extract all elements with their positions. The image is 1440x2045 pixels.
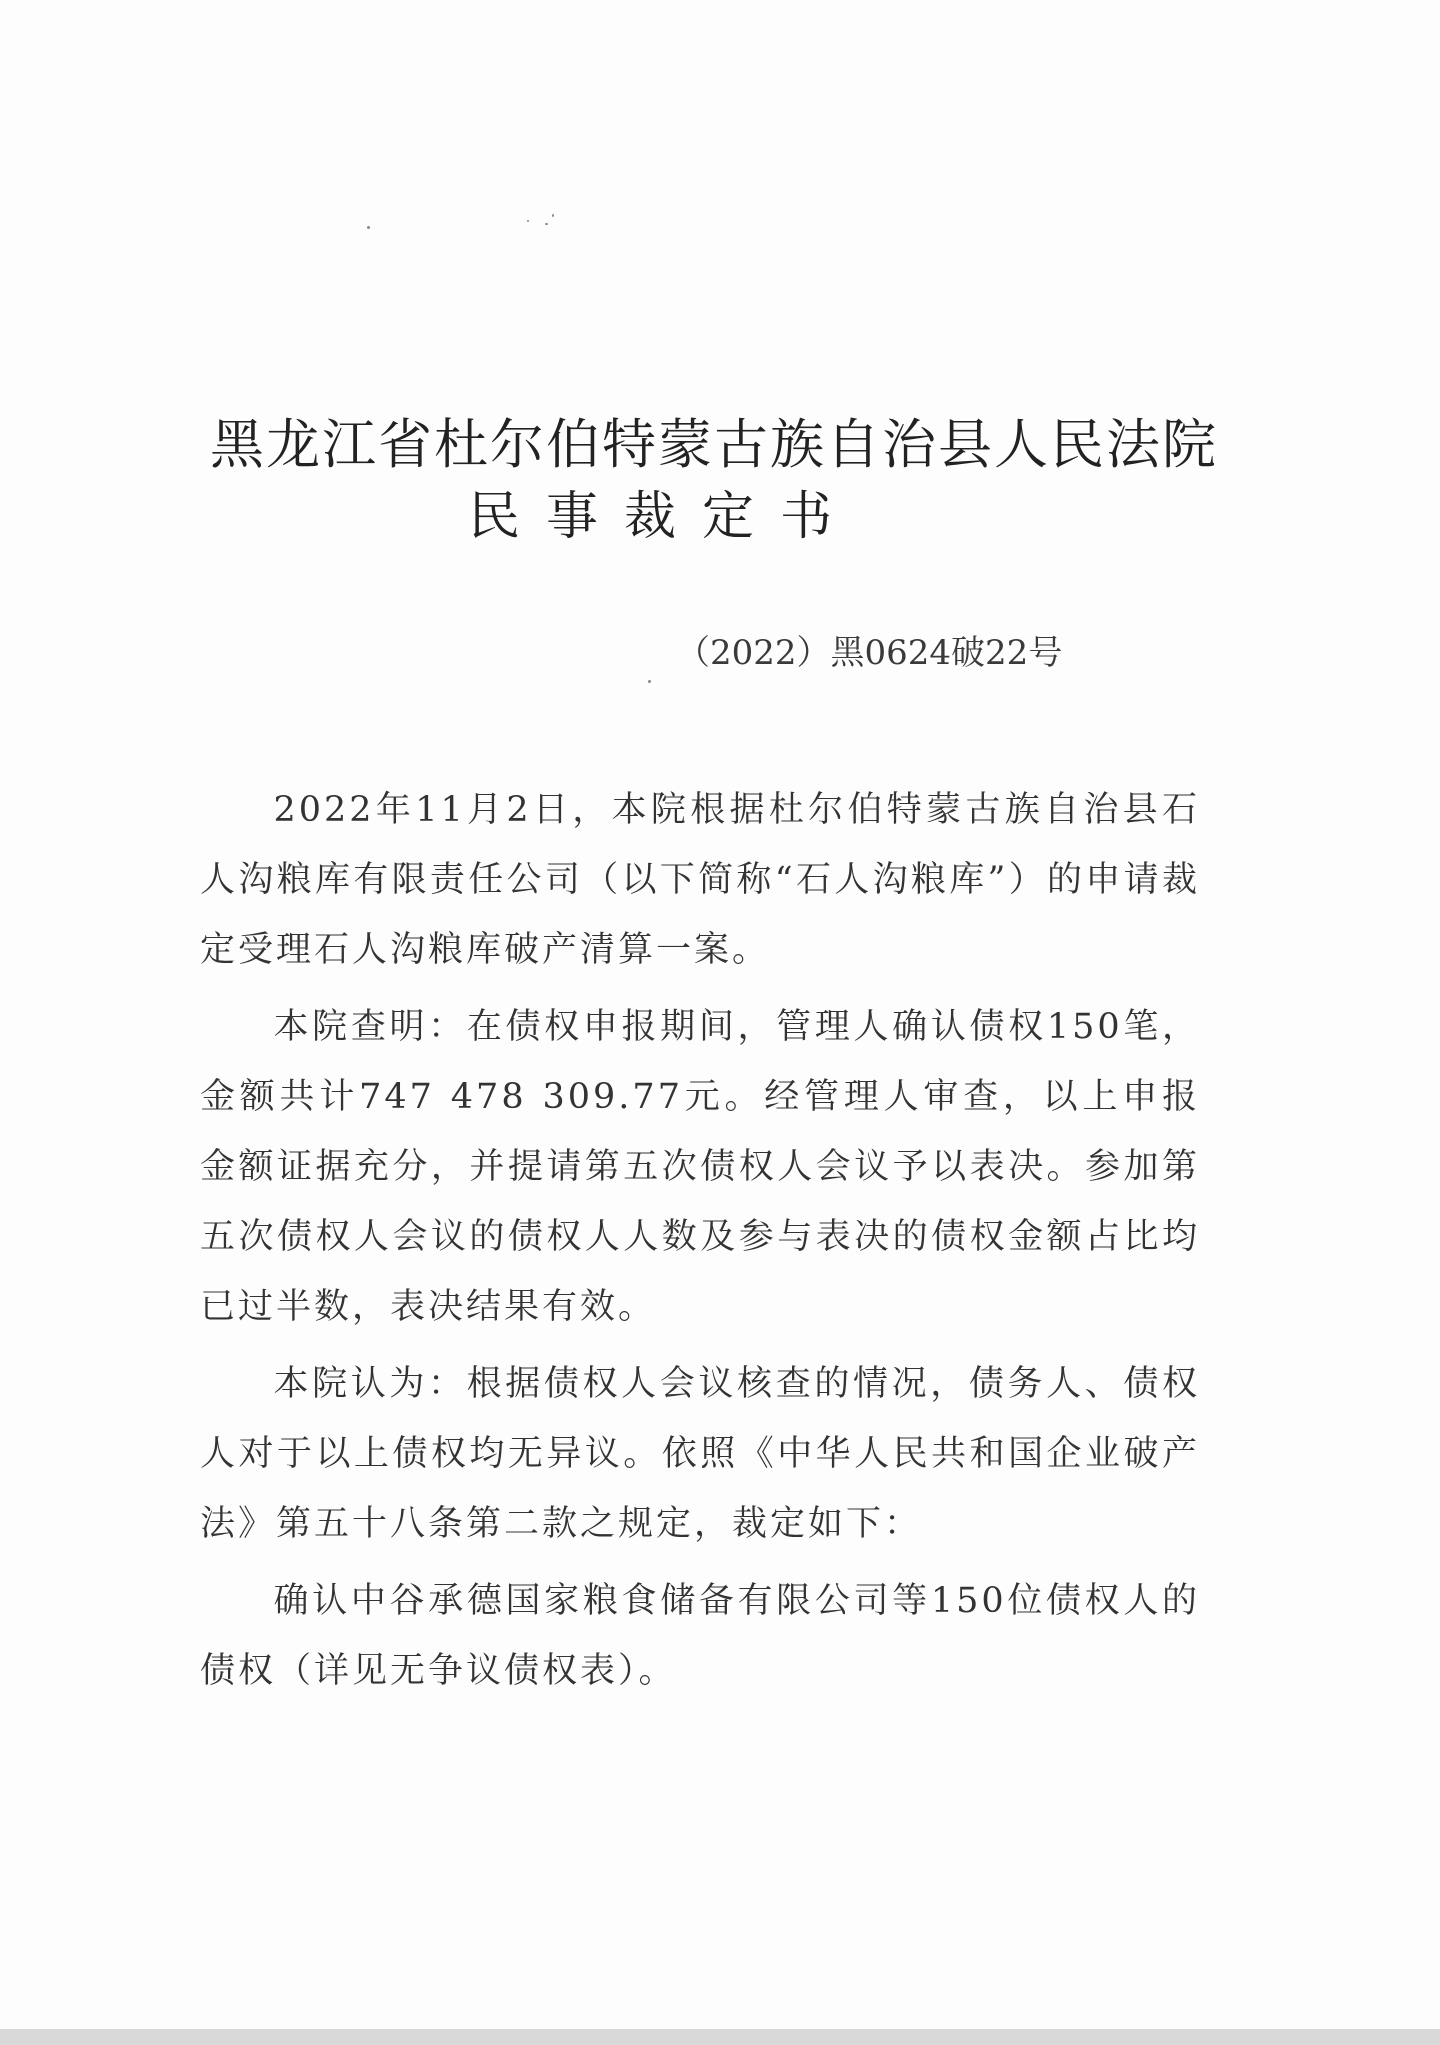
scan-bottom-edge (0, 2029, 1440, 2045)
paragraph-findings: 本院查明：在债权申报期间，管理人确认债权150笔，金额共计747 478 309.77元。经管理人审查，以上申报金额证据充分，并提请第五次债权人会议予以表决。参加第五次债权人会议的债权人人数及参与表决的债权金额占比均已过半数，表决结果有效。 (200, 1007, 1200, 1327)
ruling-body (200, 775, 1200, 1713)
scan-speck (545, 223, 548, 225)
document-type-title: 民事裁定书 (468, 487, 859, 547)
court-name-title: 黑龙江省杜尔伯特蒙古族自治县人民法院 (210, 413, 1218, 476)
scan-speck (527, 220, 529, 222)
scan-speck (648, 680, 651, 683)
paragraph-acceptance: 2022年11月2日，本院根据杜尔伯特蒙古族自治县石人沟粮库有限责任公司（以下简称“石人沟粮库”）的申请裁定受理石人沟粮库破产清算一案。 (200, 790, 1200, 970)
scan-speck (367, 226, 370, 229)
paragraph-reasoning: 本院认为：根据债权人会议核查的情况，债务人、债权人对于以上债权均无异议。依照《中华人民共和国企业破产法》第五十八条第二款之规定，裁定如下： (200, 1364, 1200, 1544)
scan-speck (552, 214, 554, 217)
case-number: （2022）黑0624破22号 (676, 633, 1063, 673)
paragraph-ruling: 确认中谷承德国家粮食储备有限公司等150位债权人的债权（详见无争议债权表）。 (200, 1581, 1200, 1691)
